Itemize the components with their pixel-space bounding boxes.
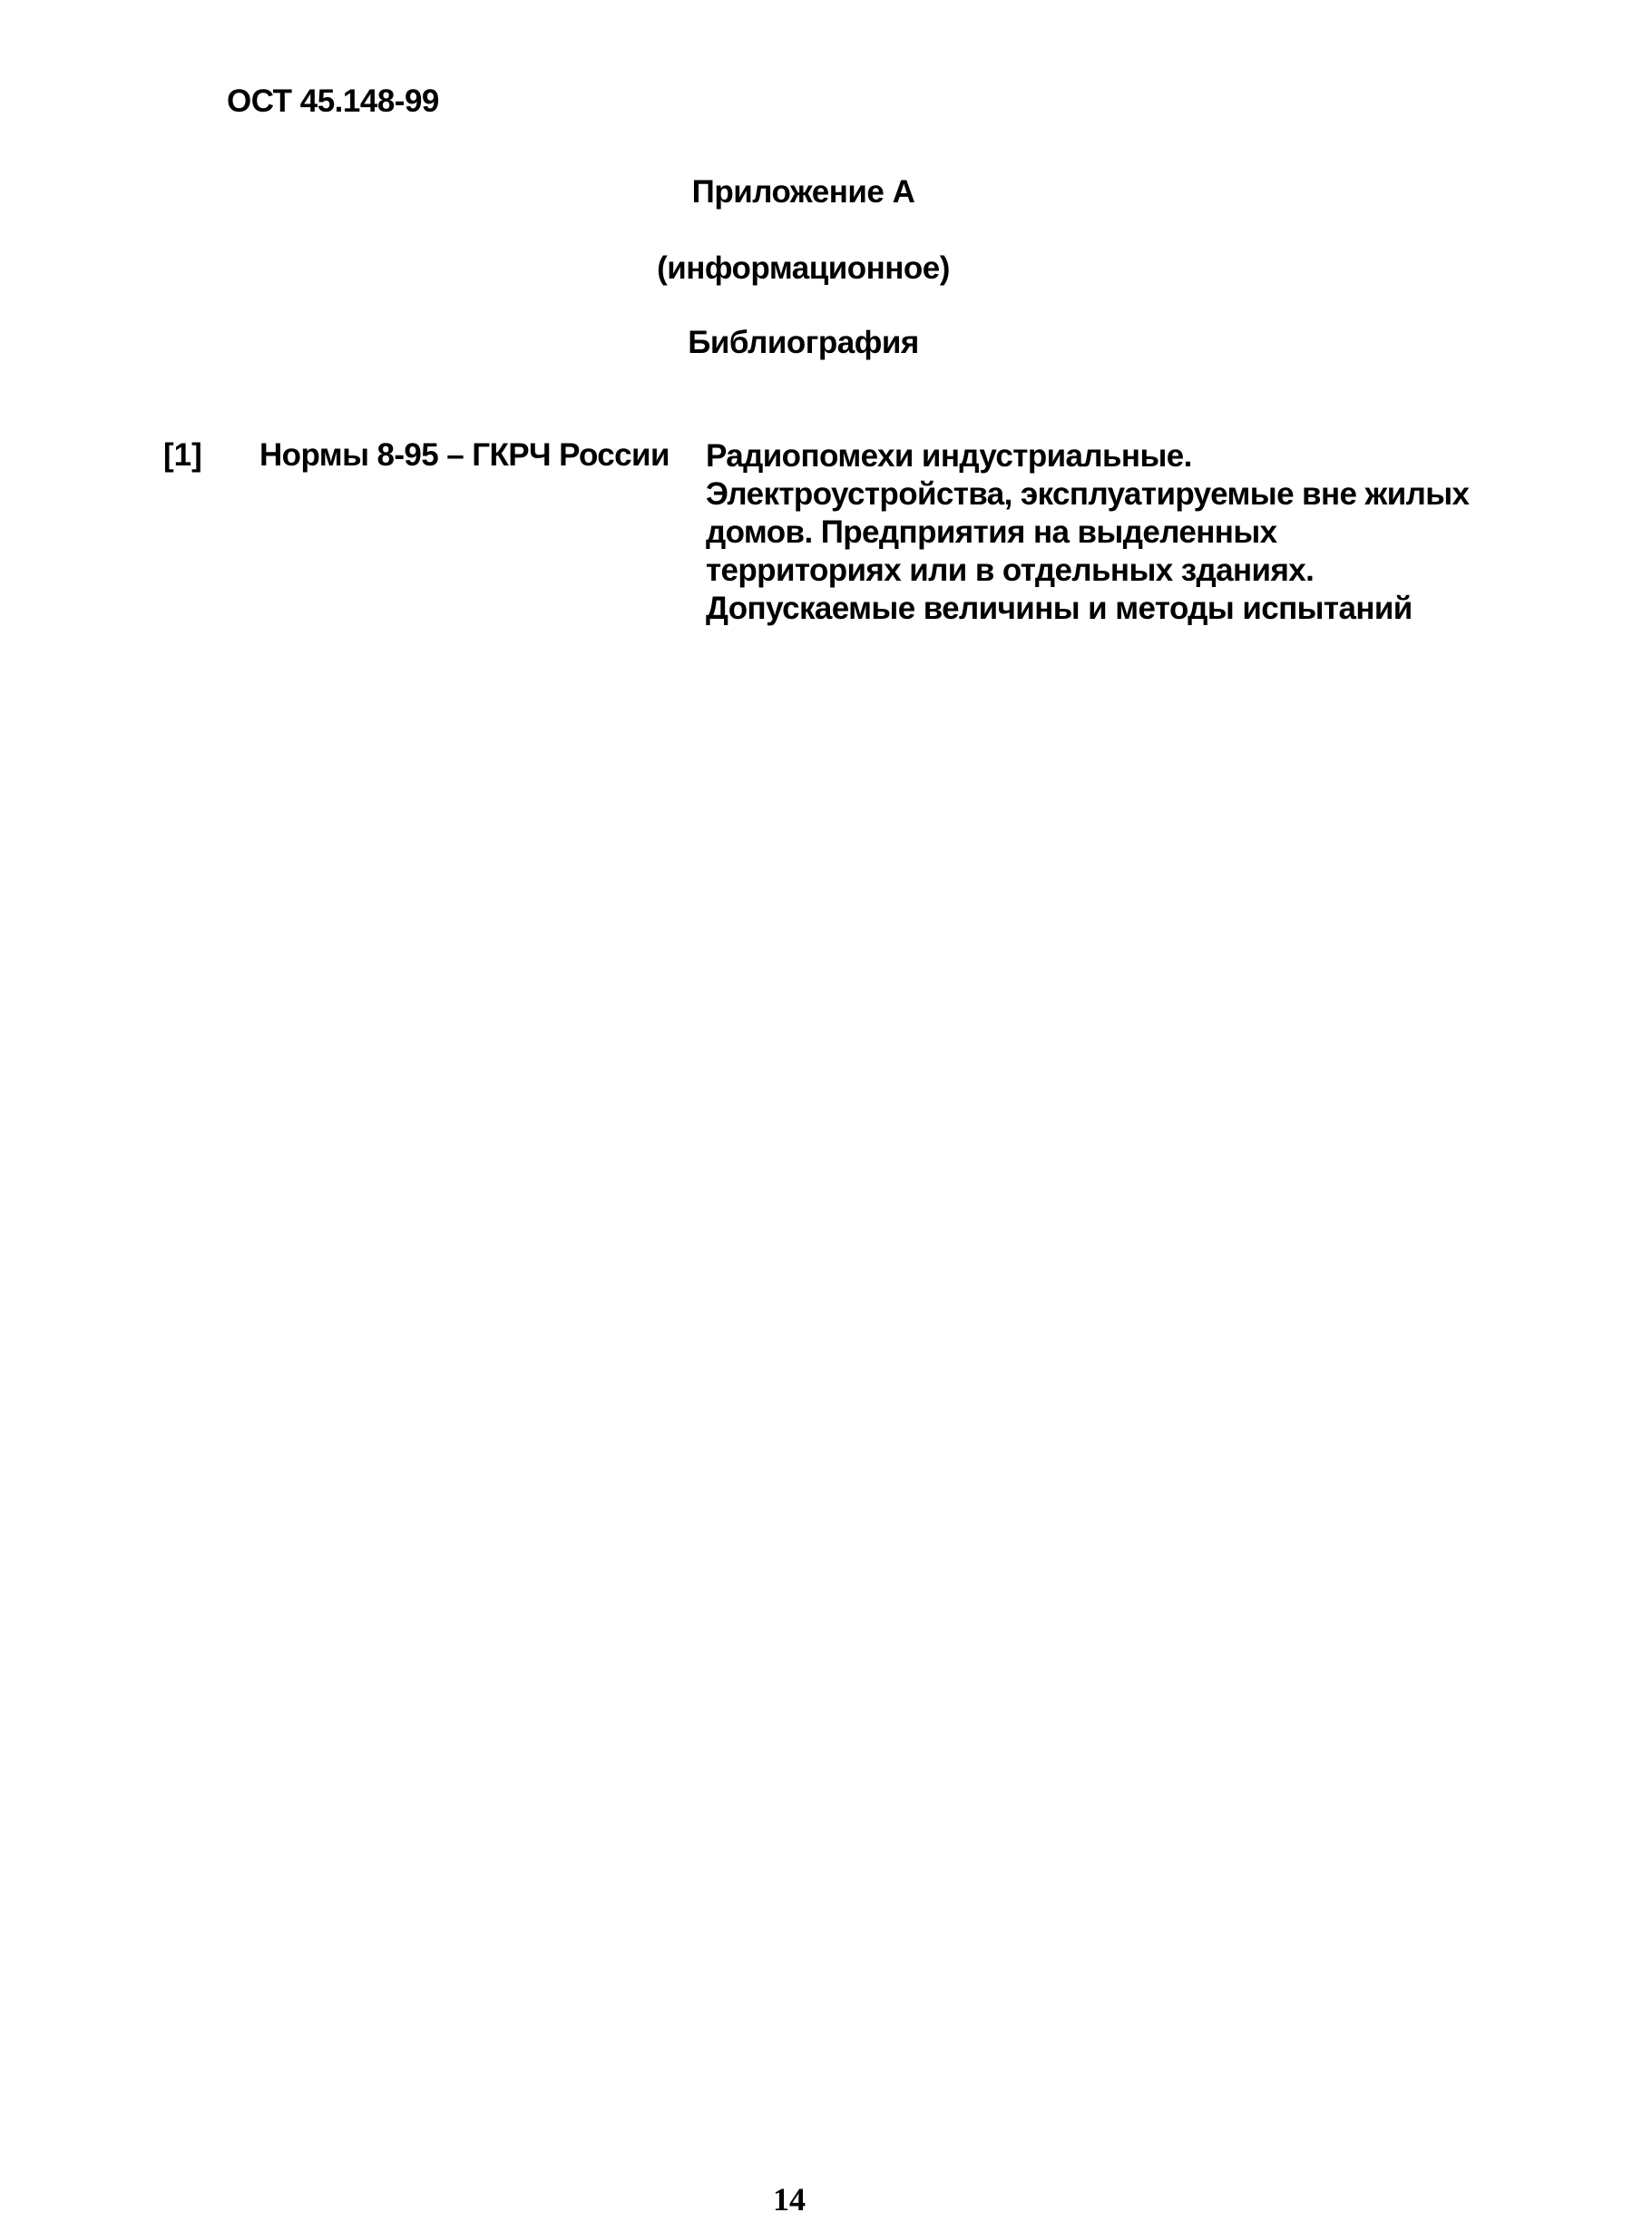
bibliography-entry xyxy=(0,437,1652,637)
appendix-title: Приложение А xyxy=(691,174,915,210)
page-number: 14 xyxy=(773,2181,806,2217)
section-title: Библиография xyxy=(688,325,919,360)
appendix-status: (информационное) xyxy=(657,250,950,286)
bibliography-title-line: Радиопомехи индустриальные. xyxy=(706,438,1192,474)
bibliography-title-line: домов. Предприятия на выделенных xyxy=(706,514,1277,550)
bibliography-entry-number: [1] xyxy=(163,437,202,473)
bibliography-entry-title xyxy=(706,437,1522,628)
bibliography-entry-reference: Нормы 8-95 – ГКРЧ России xyxy=(259,437,670,473)
document-code: ОСТ 45.148-99 xyxy=(227,83,439,119)
bibliography-title-line: территориях или в отдельных зданиях. xyxy=(706,553,1315,588)
bibliography-title-line: Электроустройства, эксплуатируемые вне жилых xyxy=(706,476,1470,512)
bibliography-title-line: Допускаемые величины и методы испытаний xyxy=(706,591,1413,626)
